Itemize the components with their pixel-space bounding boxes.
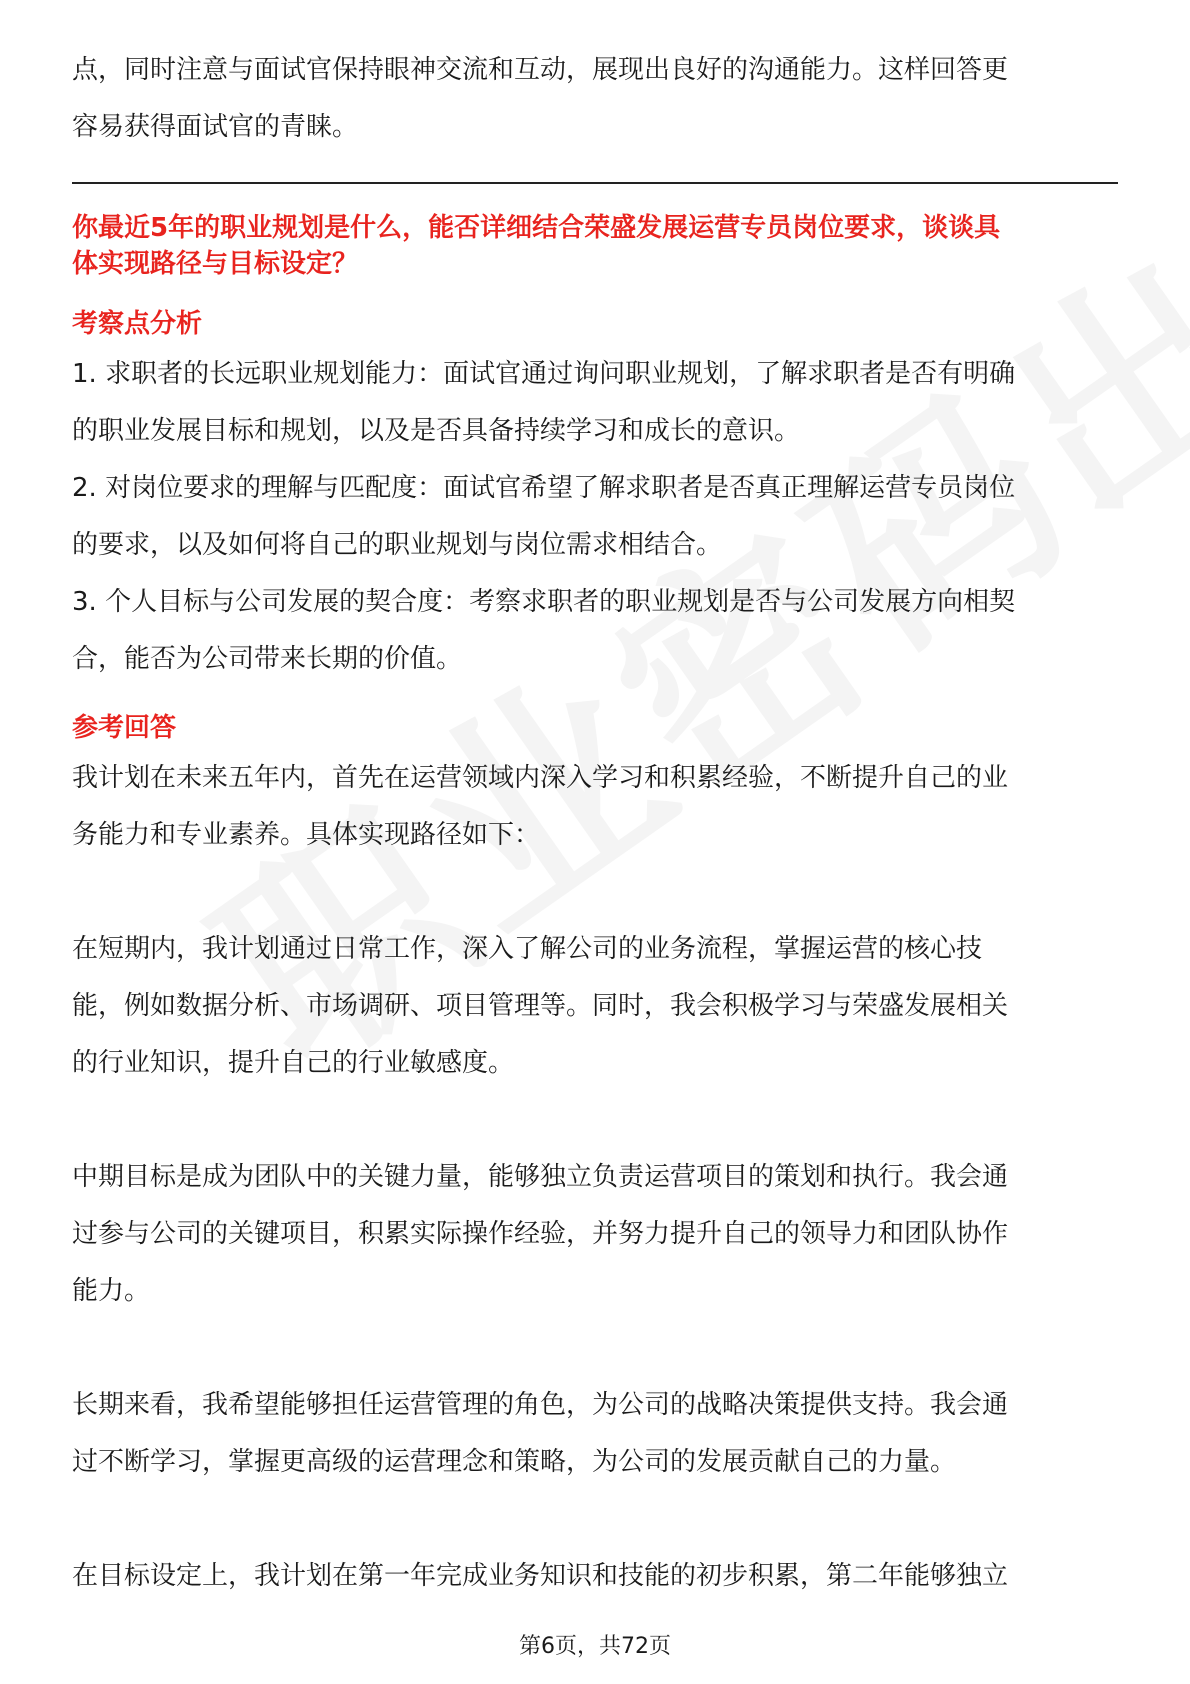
answer-paragraph <box>72 1377 1118 1491</box>
question-heading <box>72 210 1118 282</box>
text-line: 过参与公司的关键项目，积累实际操作经验，并努力提升自己的领导力和团队协作 <box>72 1219 1009 1249</box>
analysis-item <box>72 460 1118 574</box>
paragraph-gap <box>72 1491 1118 1548</box>
answer-body <box>72 750 1118 1605</box>
text-line: 在目标设定上，我计划在第一年完成业务知识和技能的初步积累，第二年能够独立 <box>72 1561 1009 1591</box>
text-line: 的职业发展目标和规划，以及是否具备持续学习和成长的意识。 <box>72 416 801 446</box>
text-line: 的要求，以及如何将自己的职业规划与岗位需求相结合。 <box>72 530 723 560</box>
text-line: 过不断学习，掌握更高级的运营理念和策略，为公司的发展贡献自己的力量。 <box>72 1447 957 1477</box>
text-line: 中期目标是成为团队中的关键力量，能够独立负责运营项目的策划和执行。我会通 <box>72 1162 1009 1192</box>
answer-paragraph <box>72 921 1118 1092</box>
text-line: 能力。 <box>72 1276 151 1306</box>
question-line: 体实现路径与目标设定？ <box>72 249 359 279</box>
text-line: 2. 对岗位要求的理解与匹配度：面试官希望了解求职者是否真正理解运营专员岗位 <box>72 473 1016 503</box>
text-line: 3. 个人目标与公司发展的契合度：考察求职者的职业规划是否与公司发展方向相契 <box>72 587 1016 617</box>
answer-paragraph <box>72 1548 1118 1605</box>
document-page <box>72 0 1118 1605</box>
paragraph-gap <box>72 1320 1118 1377</box>
analysis-item <box>72 574 1118 688</box>
text-line: 在短期内，我计划通过日常工作，深入了解公司的业务流程，掌握运营的核心技 <box>72 934 983 964</box>
text-line: 务能力和专业素养。具体实现路径如下： <box>72 820 541 850</box>
analysis-title: 考察点分析 <box>72 309 203 339</box>
text-line: 容易获得面试官的青睐。 <box>72 112 359 142</box>
answer-paragraph <box>72 750 1118 864</box>
paragraph-gap <box>72 864 1118 921</box>
question-line: 你最近5年的职业规划是什么，能否详细结合荣盛发展运营专员岗位要求，谈谈具 <box>72 213 1001 243</box>
paragraph-gap <box>72 1092 1118 1149</box>
page-number: 第6页，共72页 <box>519 1634 671 1659</box>
section-divider <box>72 182 1118 184</box>
answer-title: 参考回答 <box>72 713 177 743</box>
intro-paragraph <box>72 42 1118 156</box>
text-line: 的行业知识，提升自己的行业敏感度。 <box>72 1048 515 1078</box>
text-line: 我计划在未来五年内，首先在运营领域内深入学习和积累经验，不断提升自己的业 <box>72 763 1009 793</box>
analysis-list <box>72 346 1118 688</box>
answer-paragraph <box>72 1149 1118 1320</box>
text-line: 合，能否为公司带来长期的价值。 <box>72 644 463 674</box>
text-line: 能，例如数据分析、市场调研、项目管理等。同时，我会积极学习与荣盛发展相关 <box>72 991 1009 1021</box>
analysis-item <box>72 346 1118 460</box>
text-line: 点，同时注意与面试官保持眼神交流和互动，展现出良好的沟通能力。这样回答更 <box>72 55 1009 85</box>
text-line: 1. 求职者的长远职业规划能力：面试官通过询问职业规划，了解求职者是否有明确 <box>72 359 1016 389</box>
text-line: 长期来看，我希望能够担任运营管理的角色，为公司的战略决策提供支持。我会通 <box>72 1390 1009 1420</box>
